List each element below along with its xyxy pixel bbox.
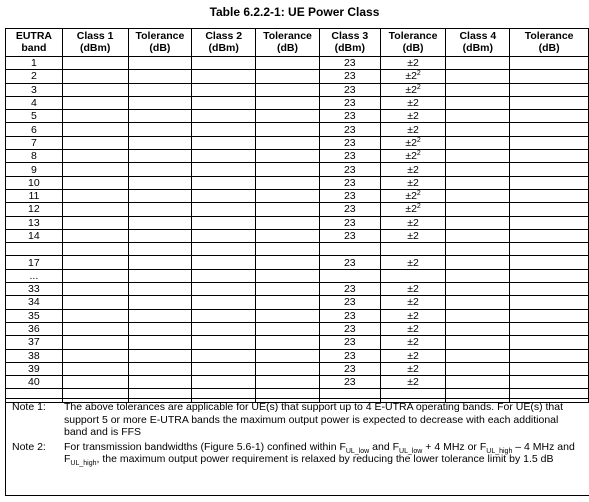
table-row <box>6 243 589 256</box>
table-row <box>6 203 589 216</box>
empty-cell <box>128 349 192 362</box>
table-row <box>6 349 589 362</box>
empty-cell <box>62 136 128 149</box>
class3-cell: 23 <box>319 336 380 349</box>
band-cell: 36 <box>6 322 63 335</box>
empty-cell <box>128 243 192 256</box>
band-cell: 1 <box>6 57 63 70</box>
empty-cell <box>192 256 256 269</box>
empty-cell <box>128 96 192 109</box>
table-row <box>6 96 589 109</box>
tolerance-cell: ±2 <box>380 229 446 242</box>
empty-cell <box>192 362 256 375</box>
empty-cell <box>446 322 510 335</box>
empty-cell <box>128 269 192 282</box>
empty-cell <box>128 322 192 335</box>
empty-cell <box>128 309 192 322</box>
empty-cell <box>128 83 192 96</box>
empty-cell <box>446 136 510 149</box>
header-row <box>6 29 589 57</box>
ue-power-class-table <box>5 28 589 403</box>
empty-cell <box>510 229 589 242</box>
column-header: Class 3 (dBm) <box>319 29 380 57</box>
class3-cell: 23 <box>319 83 380 96</box>
empty-cell <box>510 376 589 389</box>
table-row <box>6 256 589 269</box>
tolerance-cell <box>380 243 446 256</box>
empty-cell <box>446 283 510 296</box>
table-row <box>6 309 589 322</box>
band-cell: 40 <box>6 376 63 389</box>
empty-cell <box>256 283 320 296</box>
band-cell: 4 <box>6 96 63 109</box>
tolerance-cell: ±2 <box>380 110 446 123</box>
empty-cell <box>128 256 192 269</box>
empty-cell <box>256 176 320 189</box>
empty-cell <box>128 376 192 389</box>
class3-cell: 23 <box>319 376 380 389</box>
empty-cell <box>510 110 589 123</box>
empty-cell <box>256 362 320 375</box>
class3-cell: 23 <box>319 362 380 375</box>
note-1-label: Note 1: <box>12 401 46 413</box>
note-2-label: Note 2: <box>12 440 46 453</box>
table-row <box>6 123 589 136</box>
table-row <box>6 189 589 202</box>
empty-cell <box>446 336 510 349</box>
class3-cell: 23 <box>319 349 380 362</box>
empty-cell <box>128 136 192 149</box>
tolerance-cell: ±2 <box>380 123 446 136</box>
table-row <box>6 70 589 83</box>
empty-cell <box>192 203 256 216</box>
empty-cell <box>62 123 128 136</box>
empty-cell <box>446 229 510 242</box>
column-header: EUTRA band <box>6 29 63 57</box>
band-cell: 9 <box>6 163 63 176</box>
empty-cell <box>62 283 128 296</box>
empty-cell <box>62 322 128 335</box>
table-row <box>6 136 589 149</box>
band-cell: 11 <box>6 189 63 202</box>
empty-cell <box>192 243 256 256</box>
empty-cell <box>256 349 320 362</box>
empty-cell <box>192 136 256 149</box>
empty-cell <box>192 150 256 163</box>
empty-cell <box>446 96 510 109</box>
column-header: Class 2 (dBm) <box>192 29 256 57</box>
band-cell: 5 <box>6 110 63 123</box>
table-row <box>6 110 589 123</box>
empty-cell <box>510 296 589 309</box>
empty-cell <box>510 123 589 136</box>
note-2 <box>12 441 584 466</box>
class3-cell: 23 <box>319 96 380 109</box>
empty-cell <box>128 203 192 216</box>
class3-cell: 23 <box>319 309 380 322</box>
empty-cell <box>192 216 256 229</box>
table-title: Table 6.2.2-1: UE Power Class <box>209 5 380 19</box>
tolerance-cell: ±2 <box>380 176 446 189</box>
empty-cell <box>510 322 589 335</box>
table-row <box>6 322 589 335</box>
class3-cell: 23 <box>319 296 380 309</box>
empty-cell <box>192 336 256 349</box>
class3-cell: 23 <box>319 123 380 136</box>
empty-cell <box>256 70 320 83</box>
empty-cell <box>256 96 320 109</box>
empty-cell <box>510 176 589 189</box>
empty-cell <box>192 189 256 202</box>
empty-cell <box>256 110 320 123</box>
empty-cell <box>128 176 192 189</box>
band-cell: 7 <box>6 136 63 149</box>
band-cell <box>6 243 63 256</box>
tolerance-cell: ±2 <box>380 296 446 309</box>
table-row <box>6 229 589 242</box>
empty-cell <box>62 150 128 163</box>
empty-cell <box>446 376 510 389</box>
band-cell: 6 <box>6 123 63 136</box>
empty-cell <box>256 83 320 96</box>
empty-cell <box>128 57 192 70</box>
band-cell: 8 <box>6 150 63 163</box>
class3-cell <box>319 269 380 282</box>
empty-cell <box>446 189 510 202</box>
empty-cell <box>256 189 320 202</box>
empty-cell <box>510 349 589 362</box>
empty-cell <box>192 163 256 176</box>
tolerance-cell: ±2 <box>380 163 446 176</box>
empty-cell <box>256 322 320 335</box>
empty-cell <box>446 269 510 282</box>
note-2-text: For transmission bandwidths (Figure 5.6-1) confined within $F_{UL\_low}$ and $F_{UL\_low} + 4$ MHz or $F_{UL\_high} - 4$ MHz and $F_{UL\_high}$, the maximum output power requirement is relaxed by reducing the lower tolerance limit by 1.5 dB <box>64 440 575 468</box>
empty-cell <box>510 189 589 202</box>
class3-cell: 23 <box>319 150 380 163</box>
tolerance-cell: ±2 <box>380 57 446 70</box>
empty-cell <box>446 83 510 96</box>
column-header: Class 4 (dBm) <box>446 29 510 57</box>
band-cell: 38 <box>6 349 63 362</box>
empty-cell <box>128 123 192 136</box>
empty-cell <box>192 96 256 109</box>
empty-cell <box>510 136 589 149</box>
empty-cell <box>446 362 510 375</box>
empty-cell <box>192 229 256 242</box>
class3-cell: 23 <box>319 70 380 83</box>
empty-cell <box>510 150 589 163</box>
band-cell: 39 <box>6 362 63 375</box>
empty-cell <box>256 256 320 269</box>
empty-cell <box>510 216 589 229</box>
empty-cell <box>446 150 510 163</box>
class3-cell: 23 <box>319 322 380 335</box>
table-row <box>6 296 589 309</box>
empty-cell <box>62 176 128 189</box>
empty-cell <box>256 376 320 389</box>
tolerance-cell: $\pm 2^2$ <box>380 203 446 216</box>
tolerance-cell: ±2 <box>380 96 446 109</box>
empty-cell <box>510 96 589 109</box>
tolerance-cell: $\pm 2^2$ <box>380 189 446 202</box>
tolerance-cell: $\pm 2^2$ <box>380 70 446 83</box>
band-cell: 2 <box>6 70 63 83</box>
empty-cell <box>510 256 589 269</box>
empty-cell <box>446 70 510 83</box>
empty-cell <box>128 163 192 176</box>
band-cell: 17 <box>6 256 63 269</box>
band-cell: 33 <box>6 283 63 296</box>
tolerance-cell: $\pm 2^2$ <box>380 83 446 96</box>
empty-cell <box>62 376 128 389</box>
empty-cell <box>62 57 128 70</box>
empty-cell <box>446 216 510 229</box>
empty-cell <box>62 163 128 176</box>
empty-cell <box>256 269 320 282</box>
class3-cell: 23 <box>319 216 380 229</box>
empty-cell <box>510 83 589 96</box>
empty-cell <box>510 269 589 282</box>
empty-cell <box>446 203 510 216</box>
empty-cell <box>192 57 256 70</box>
empty-cell <box>192 283 256 296</box>
empty-cell <box>62 96 128 109</box>
table-row <box>6 57 589 70</box>
empty-cell <box>510 203 589 216</box>
tolerance-cell: ±2 <box>380 309 446 322</box>
empty-cell <box>256 136 320 149</box>
table-row <box>6 283 589 296</box>
tolerance-cell: $\pm 2^2$ <box>380 136 446 149</box>
class3-cell: 23 <box>319 57 380 70</box>
table-row <box>6 150 589 163</box>
empty-cell <box>256 243 320 256</box>
empty-cell <box>446 110 510 123</box>
empty-cell <box>510 336 589 349</box>
empty-cell <box>128 296 192 309</box>
empty-cell <box>510 362 589 375</box>
tolerance-cell: $\pm 2^2$ <box>380 150 446 163</box>
class3-cell: 23 <box>319 203 380 216</box>
empty-cell <box>192 110 256 123</box>
empty-cell <box>62 216 128 229</box>
empty-cell <box>62 296 128 309</box>
band-cell: 37 <box>6 336 63 349</box>
class3-cell: 23 <box>319 110 380 123</box>
class3-cell: 23 <box>319 229 380 242</box>
empty-cell <box>256 123 320 136</box>
empty-cell <box>62 336 128 349</box>
empty-cell <box>62 269 128 282</box>
empty-cell <box>446 163 510 176</box>
empty-cell <box>62 362 128 375</box>
tolerance-cell: ±2 <box>380 336 446 349</box>
table-body <box>6 57 589 403</box>
empty-cell <box>446 123 510 136</box>
tolerance-cell <box>380 269 446 282</box>
empty-cell <box>62 70 128 83</box>
empty-cell <box>128 70 192 83</box>
band-cell: 12 <box>6 203 63 216</box>
empty-cell <box>192 349 256 362</box>
note-1-text: The above tolerances are applicable for UE(s) that support up to 4 E-UTRA operating bands. For UE(s) that support 5 or more E-UTRA bands the maximum output power is expected to decrease with each additional band and is FFS <box>64 401 564 438</box>
band-cell: 10 <box>6 176 63 189</box>
empty-cell <box>192 322 256 335</box>
tolerance-cell: ±2 <box>380 256 446 269</box>
empty-cell <box>510 163 589 176</box>
empty-cell <box>256 309 320 322</box>
empty-cell <box>256 229 320 242</box>
tolerance-cell: ±2 <box>380 362 446 375</box>
band-cell: 13 <box>6 216 63 229</box>
empty-cell <box>256 296 320 309</box>
class3-cell: 23 <box>319 189 380 202</box>
empty-cell <box>192 83 256 96</box>
empty-cell <box>256 336 320 349</box>
empty-cell <box>446 57 510 70</box>
empty-cell <box>192 376 256 389</box>
empty-cell <box>62 229 128 242</box>
empty-cell <box>510 283 589 296</box>
empty-cell <box>510 243 589 256</box>
band-cell: 14 <box>6 229 63 242</box>
table-row <box>6 216 589 229</box>
empty-cell <box>446 309 510 322</box>
column-header: Tolerance (dB) <box>256 29 320 57</box>
class3-cell: 23 <box>319 176 380 189</box>
table-row <box>6 83 589 96</box>
class3-cell: 23 <box>319 283 380 296</box>
class3-cell: 23 <box>319 163 380 176</box>
table-row <box>6 376 589 389</box>
empty-cell <box>510 309 589 322</box>
empty-cell <box>62 203 128 216</box>
empty-cell <box>446 349 510 362</box>
class3-cell: 23 <box>319 256 380 269</box>
empty-cell <box>446 256 510 269</box>
tolerance-cell: ±2 <box>380 376 446 389</box>
empty-cell <box>62 256 128 269</box>
empty-cell <box>128 110 192 123</box>
empty-cell <box>62 349 128 362</box>
band-cell: ... <box>6 269 63 282</box>
column-header: Class 1 (dBm) <box>62 29 128 57</box>
empty-cell <box>446 243 510 256</box>
band-cell: 35 <box>6 309 63 322</box>
notes-box <box>5 398 589 496</box>
empty-cell <box>446 176 510 189</box>
tolerance-cell: ±2 <box>380 322 446 335</box>
table-row <box>6 176 589 189</box>
empty-cell <box>256 163 320 176</box>
empty-cell <box>192 176 256 189</box>
tolerance-cell: ±2 <box>380 283 446 296</box>
empty-cell <box>128 229 192 242</box>
empty-cell <box>446 296 510 309</box>
empty-cell <box>192 123 256 136</box>
band-cell: 34 <box>6 296 63 309</box>
empty-cell <box>192 70 256 83</box>
class3-cell <box>319 243 380 256</box>
table-row <box>6 163 589 176</box>
empty-cell <box>128 216 192 229</box>
empty-cell <box>192 269 256 282</box>
empty-cell <box>128 283 192 296</box>
table-row <box>6 362 589 375</box>
empty-cell <box>62 110 128 123</box>
note-1 <box>12 401 584 439</box>
empty-cell <box>128 336 192 349</box>
empty-cell <box>192 309 256 322</box>
empty-cell <box>128 189 192 202</box>
empty-cell <box>62 243 128 256</box>
band-cell: 3 <box>6 83 63 96</box>
table-row <box>6 269 589 282</box>
empty-cell <box>192 296 256 309</box>
empty-cell <box>62 309 128 322</box>
column-header: Tolerance (dB) <box>128 29 192 57</box>
empty-cell <box>256 203 320 216</box>
empty-cell <box>256 150 320 163</box>
class3-cell: 23 <box>319 136 380 149</box>
tolerance-cell: ±2 <box>380 216 446 229</box>
empty-cell <box>128 150 192 163</box>
empty-cell <box>62 189 128 202</box>
empty-cell <box>256 57 320 70</box>
column-header: Tolerance (dB) <box>510 29 589 57</box>
empty-cell <box>62 83 128 96</box>
tolerance-cell: ±2 <box>380 349 446 362</box>
empty-cell <box>510 70 589 83</box>
empty-cell <box>128 362 192 375</box>
empty-cell <box>256 216 320 229</box>
table-row <box>6 336 589 349</box>
empty-cell <box>510 57 589 70</box>
column-header: Tolerance (dB) <box>380 29 446 57</box>
